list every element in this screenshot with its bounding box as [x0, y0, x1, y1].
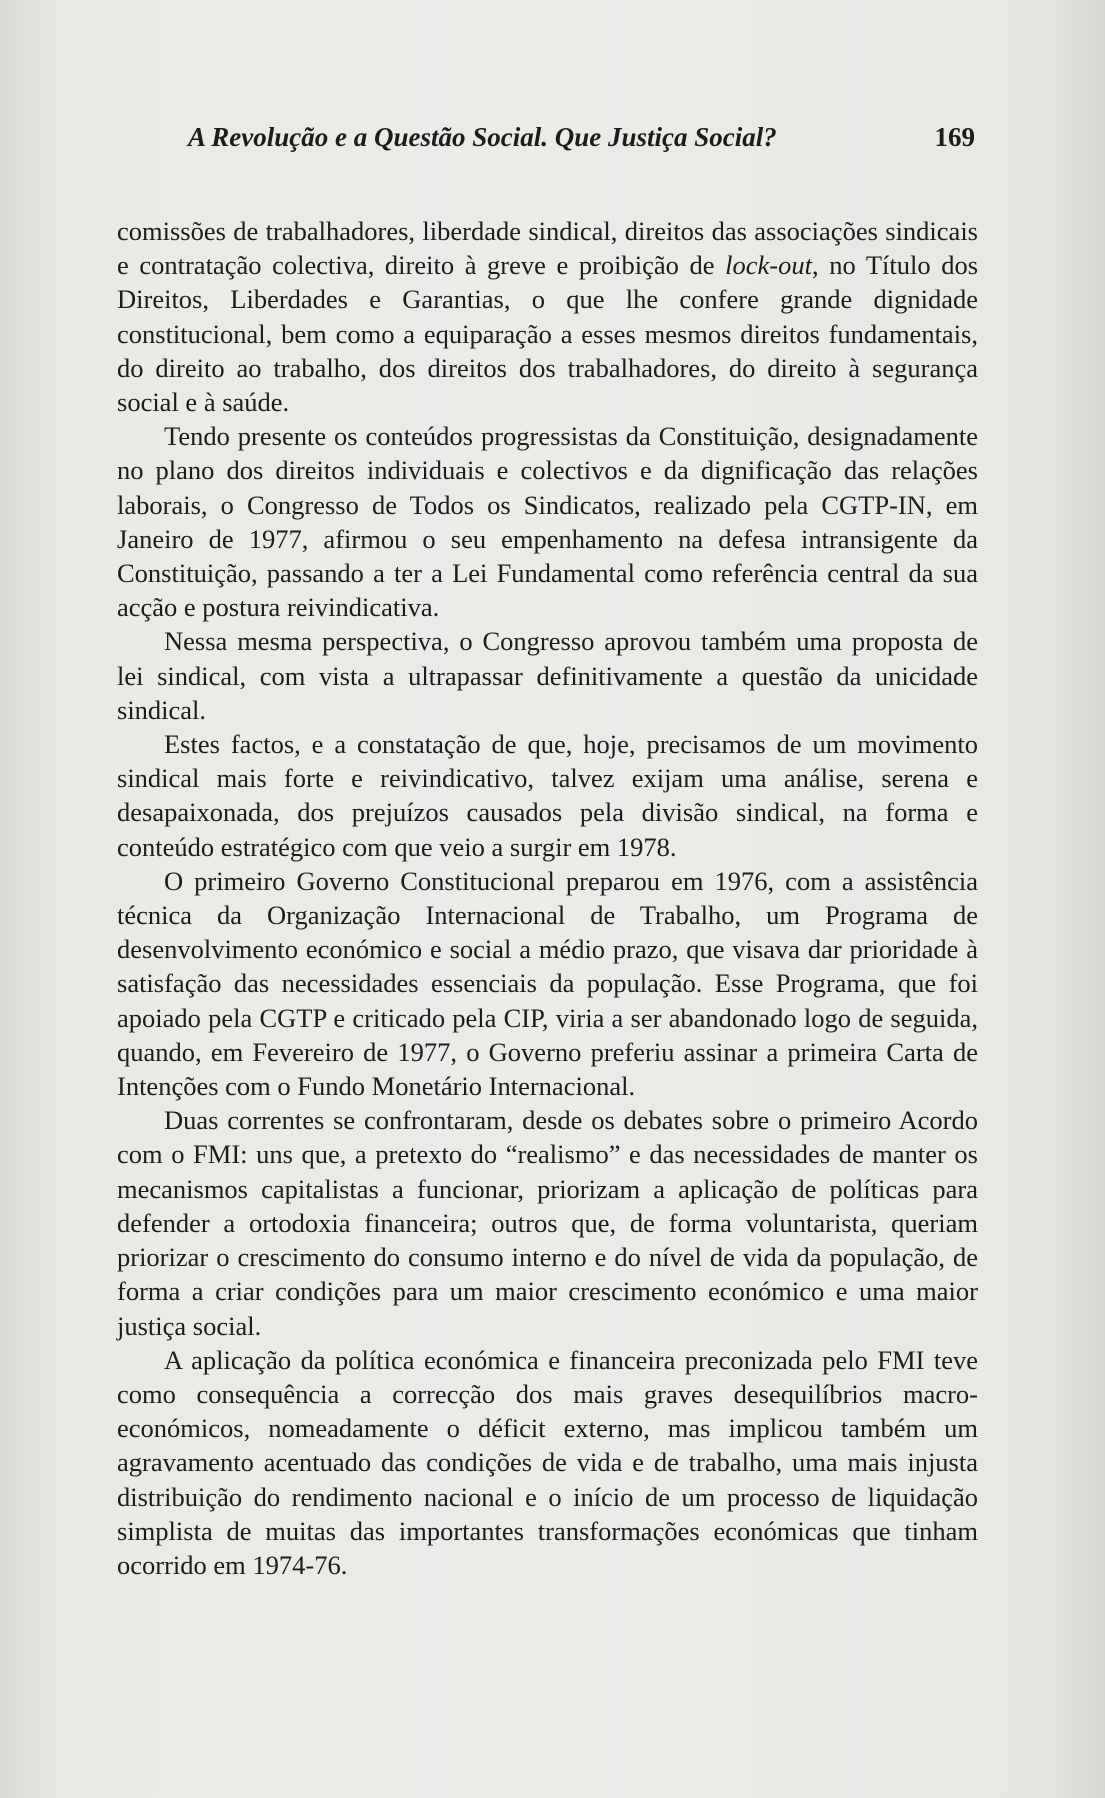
italic-term: lock-out [725, 250, 812, 281]
paragraph: O primeiro Governo Constitucional preparou em 1976, com a assistência técnica da Organização Internacional de Trabalho, um Programa de desenvolvimento económico e social a médio prazo, que visava dar prioridade à satisfação das necessidades essenciais da população. Esse Programa, que foi apoiado pela CGTP e criticado pela CIP, viria a ser abandonado logo de seguida, quando, em Fevereiro de 1977, o Governo preferiu assinar a primeira Carta de Intenções com o Fundo Monetário Internacional. [117, 865, 978, 1102]
paragraph-text: , no Título dos Direitos, Liberdades e Garantias, o que lhe confere grande dignidade constitucional, bem como a equiparação a esses mesmos direitos fundamentais, do direito ao trabalho, dos direitos dos trabalhadores, do direito à segurança social e à saúde. [117, 250, 979, 418]
running-title: A Revolução e a Questão Social. Que Justiça Social? [188, 122, 777, 152]
page-number: 169 [934, 122, 975, 152]
paragraph: Tendo presente os conteúdos progressistas da Constituição, designadamente no plano dos direitos individuais e colectivos e da dignificação das relações laborais, o Congresso de Todos os Sindicatos, realizado pela CGTP-IN, em Janeiro de 1977, afirmou o seu empenhamento na defesa intransigente da Constituição, passando a ter a Lei Fundamental como referência central da sua acção e postura reivindicativa. [117, 421, 978, 623]
body-text [117, 214, 978, 1582]
paragraph-text: comissões de trabalhadores, liberdade sindical, direitos das associações sindicais e contratação colectiva, direito à greve e proibição de [117, 216, 978, 281]
page-header [188, 117, 975, 157]
paragraph: Estes factos, e a constatação de que, hoje, precisamos de um movimento sindical mais forte e reivindicativo, talvez exijam uma análise, serena e desapaixonada, dos prejuízos causados pela divisão sindical, na forma e conteúdo estratégico com que veio a surgir em 1978. [117, 729, 978, 862]
paragraph: Nessa mesma perspectiva, o Congresso aprovou também uma proposta de lei sindical, com vista a ultrapassar definitivamente a questão da unicidade sindical. [117, 626, 978, 725]
paragraph: A aplicação da política económica e financeira preconizada pelo FMI teve como consequência a correcção dos mais graves desequilíbrios macro-económicos, nomeadamente o déficit externo, mas implicou também um agravamento acentuado das condições de vida e de trabalho, uma mais injusta distribuição do rendimento nacional e o início de um processo de liquidação simplista de muitas das importantes transformações económicas que tinham ocorrido em 1974-76. [117, 1344, 978, 1580]
paragraph: Duas correntes se confrontaram, desde os debates sobre o primeiro Acordo com o FMI: uns que, a pretexto do “realismo” e das necessidades de manter os mecanismos capitalistas a funcionar, priorizam a aplicação de políticas para defender a ortodoxia financeira; outros que, de forma voluntarista, queriam priorizar o crescimento do consumo interno e do nível de vida da população, de forma a criar condições para um maior crescimento económico e uma maior justiça social. [117, 1105, 978, 1341]
paragraph [117, 214, 978, 419]
